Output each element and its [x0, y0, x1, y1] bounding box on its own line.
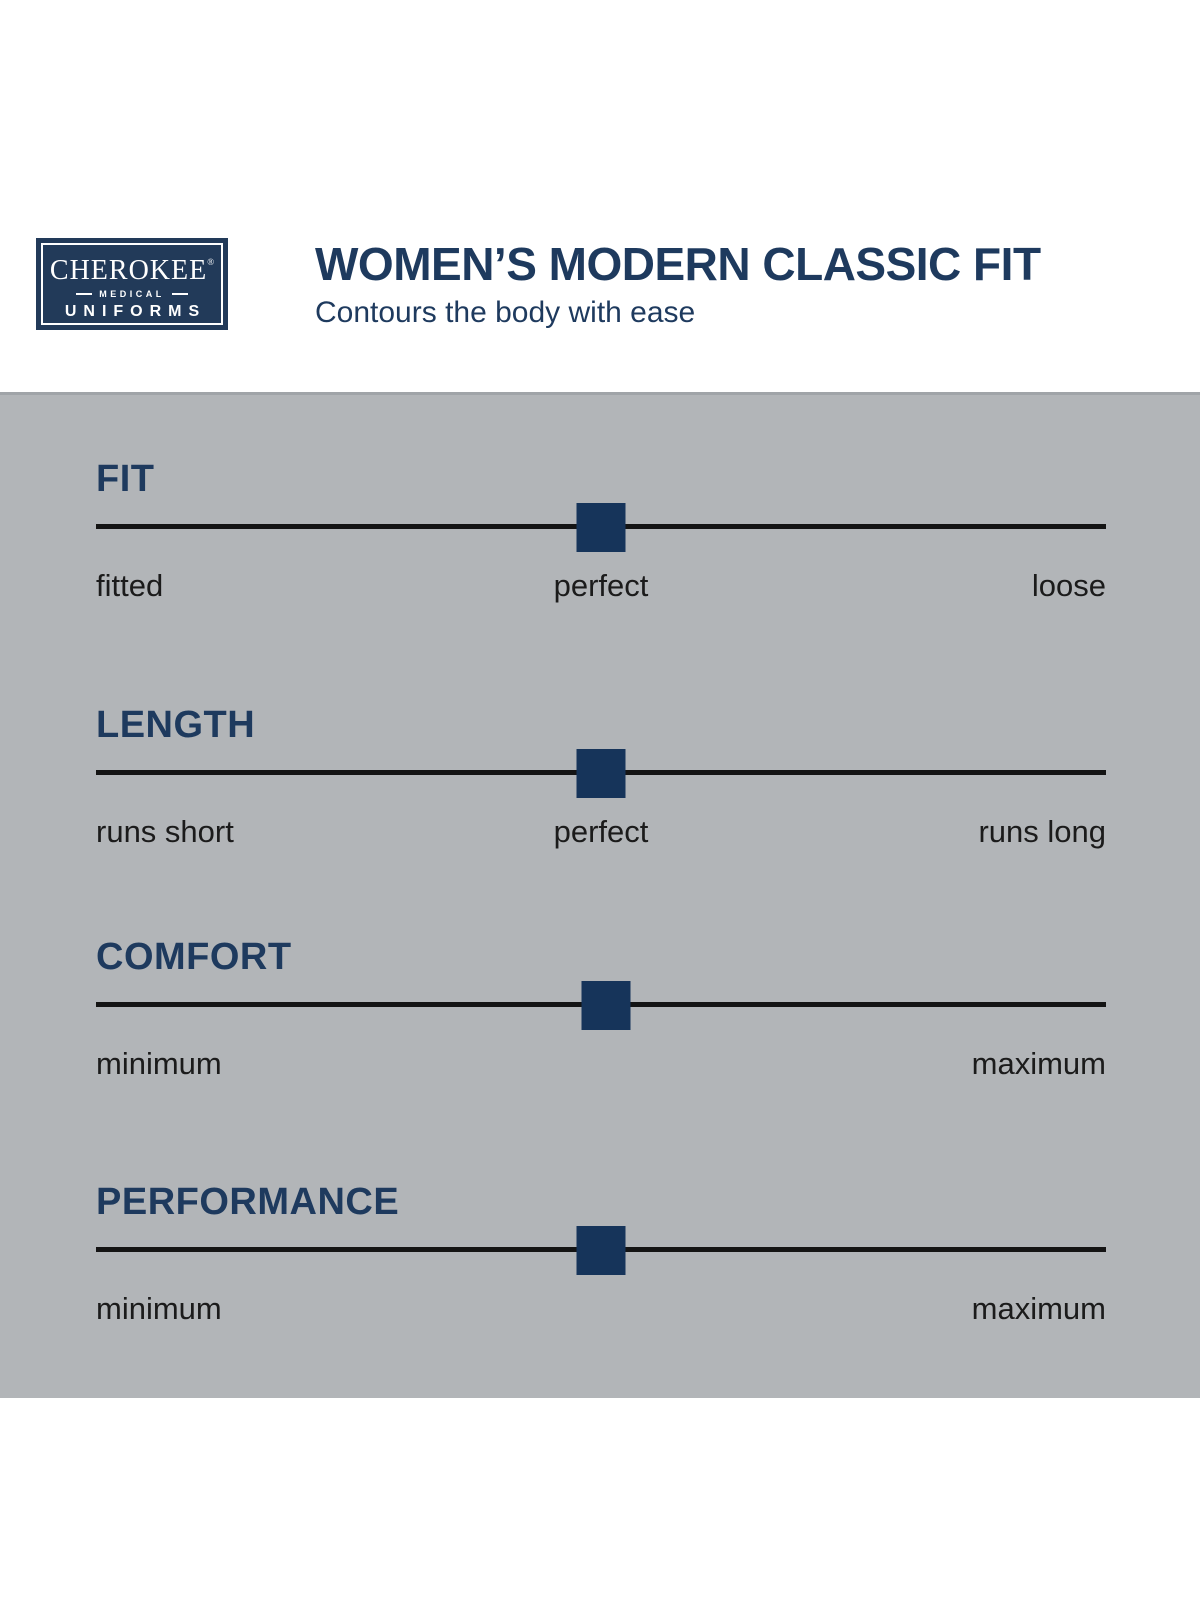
scale-labels [96, 814, 1106, 852]
scale-row-comfort [0, 934, 1200, 1084]
scale-label-right: maximum [971, 1046, 1106, 1081]
scale-row-performance [0, 1179, 1200, 1329]
fit-slider [96, 502, 1106, 552]
slider-marker [577, 1226, 626, 1275]
title-block [315, 238, 1175, 331]
scale-row-length [0, 702, 1200, 852]
brand-medical-label: MEDICAL [99, 288, 165, 299]
length-slider [96, 748, 1106, 798]
performance-slider [96, 1225, 1106, 1275]
brand-medical-line [76, 289, 188, 299]
fit-guide-panel [0, 392, 1200, 1398]
scale-label-right: maximum [971, 1291, 1106, 1326]
scale-labels [96, 568, 1106, 606]
brand-logo-frame [41, 243, 223, 325]
page-title: WOMEN’S MODERN CLASSIC FIT [315, 238, 1041, 290]
scale-label-right: loose [1031, 568, 1106, 603]
slider-marker [577, 503, 626, 552]
scale-label-left: runs short [96, 814, 234, 849]
rule-left [76, 293, 92, 295]
scale-labels [96, 1046, 1106, 1084]
slider-marker [582, 981, 631, 1030]
scale-label-left: minimum [96, 1291, 222, 1326]
brand-logo [36, 238, 228, 330]
page-subtitle: Contours the body with ease [315, 296, 696, 329]
rule-right [172, 293, 188, 295]
scale-labels [96, 1291, 1106, 1329]
scale-label-left: minimum [96, 1046, 222, 1081]
scale-heading: PERFORMANCE [96, 1181, 400, 1223]
slider-marker [577, 749, 626, 798]
brand-wordmark [50, 248, 214, 285]
scale-label-center: perfect [553, 814, 649, 849]
registered-trademark-symbol: ® [207, 256, 215, 267]
scale-label-right: runs long [978, 814, 1106, 849]
scale-label-left: fitted [96, 568, 164, 603]
scale-heading: FIT [96, 458, 155, 500]
scale-label-center: perfect [553, 568, 649, 603]
header [0, 0, 1200, 392]
brand-name: CHEROKEE [49, 254, 208, 286]
comfort-slider [96, 980, 1106, 1030]
scale-row-fit [0, 456, 1200, 606]
scale-heading: COMFORT [96, 936, 292, 978]
scale-heading: LENGTH [96, 704, 256, 746]
brand-uniforms-label: UNIFORMS [64, 302, 207, 320]
